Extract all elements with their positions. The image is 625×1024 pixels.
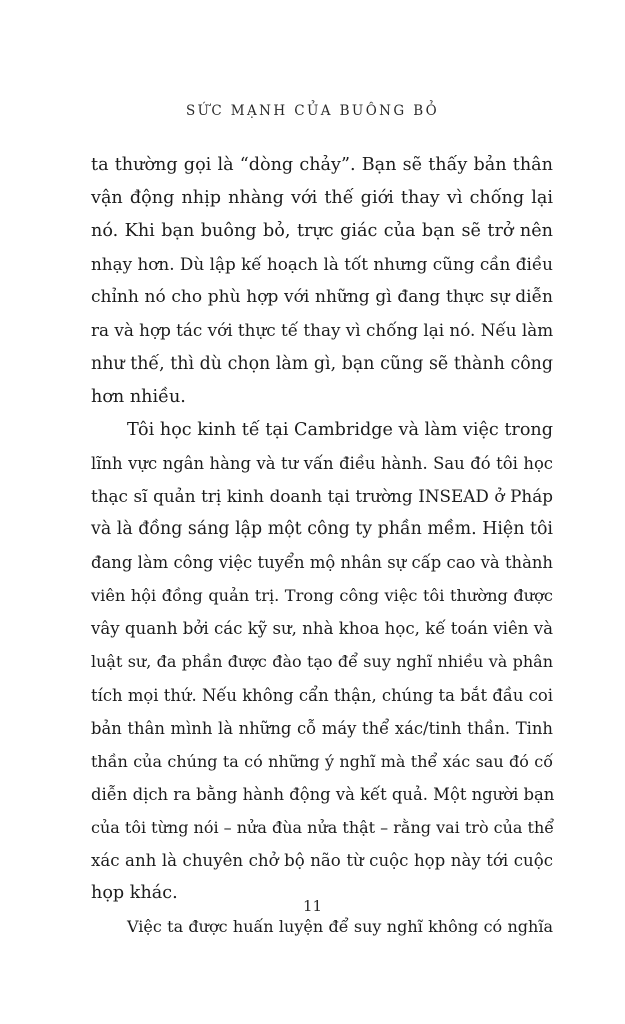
text-line: như thế, thì dù chọn làm gì, bạn cũng sẽ thành công [91, 353, 553, 374]
text-line: nhạy hơn. Dù lập kế hoạch là tốt nhưng cũng cần điều [91, 254, 553, 275]
paragraph-1 [91, 149, 553, 414]
text-line: lĩnh vực ngân hàng và tư vấn điều hành. Sau đó tôi học [91, 453, 553, 473]
text-line: thần của chúng ta có những ý nghĩ mà thể xác sau đó cố [91, 751, 553, 771]
text-line: Việc ta được huấn luyện để suy nghĩ không có nghĩa [127, 917, 553, 937]
text-line: thạc sĩ quản trị kinh doanh tại trường INSEAD ở Pháp [91, 485, 553, 506]
paragraph-2 [91, 414, 553, 910]
text-line: nó. Khi bạn buông bỏ, trực giác của bạn sẽ trở nên [91, 221, 553, 242]
page-number: 11 [302, 897, 323, 915]
text-line: viên hội đồng quản trị. Trong công việc tôi thường được [91, 586, 553, 606]
text-line: Tôi học kinh tế tại Cambridge và làm việc trong [127, 419, 554, 440]
text-line: và là đồng sáng lập một công ty phần mềm. Hiện tôi [91, 519, 553, 540]
text-line: vây quanh bởi các kỹ sư, nhà khoa học, kế toán viên và [91, 619, 553, 639]
text-line: họp khác. [91, 883, 178, 904]
text-line: vận động nhịp nhàng với thế giới thay vì chống lại [91, 188, 553, 209]
text-line: xác anh là chuyên chở bộ não từ cuộc họp này tới cuộc [91, 850, 553, 870]
running-title: SỨC MẠNH CỦA BUÔNG BỎ [185, 103, 440, 119]
text-line: đang làm công việc tuyển mộ nhân sự cấp cao và thành [91, 553, 553, 573]
paragraph-3 [91, 910, 553, 943]
text-line: tích mọi thứ. Nếu không cẩn thận, chúng ta bắt đầu coi [91, 685, 553, 705]
text-line: diễn dịch ra bằng hành động và kết quả. Một người bạn [91, 784, 555, 804]
text-line: bản thân mình là những cỗ máy thể xác/tinh thần. Tinh [91, 718, 553, 738]
body-text [91, 149, 553, 943]
text-line: chỉnh nó cho phù hợp với những gì đang thực sự diễn [91, 287, 553, 308]
text-line: ra và hợp tác với thực tế thay vì chống lại nó. Nếu làm [91, 320, 554, 341]
text-line: của tôi từng nói – nửa đùa nửa thật – rằng vai trò của thể [91, 817, 555, 837]
text-line: hơn nhiều. [91, 386, 186, 407]
text-line: ta thường gọi là “dòng chảy”. Bạn sẽ thấy bản thân [91, 155, 553, 175]
text-line: luật sư, đa phần được đào tạo để suy nghĩ nhiều và phân [91, 652, 553, 672]
